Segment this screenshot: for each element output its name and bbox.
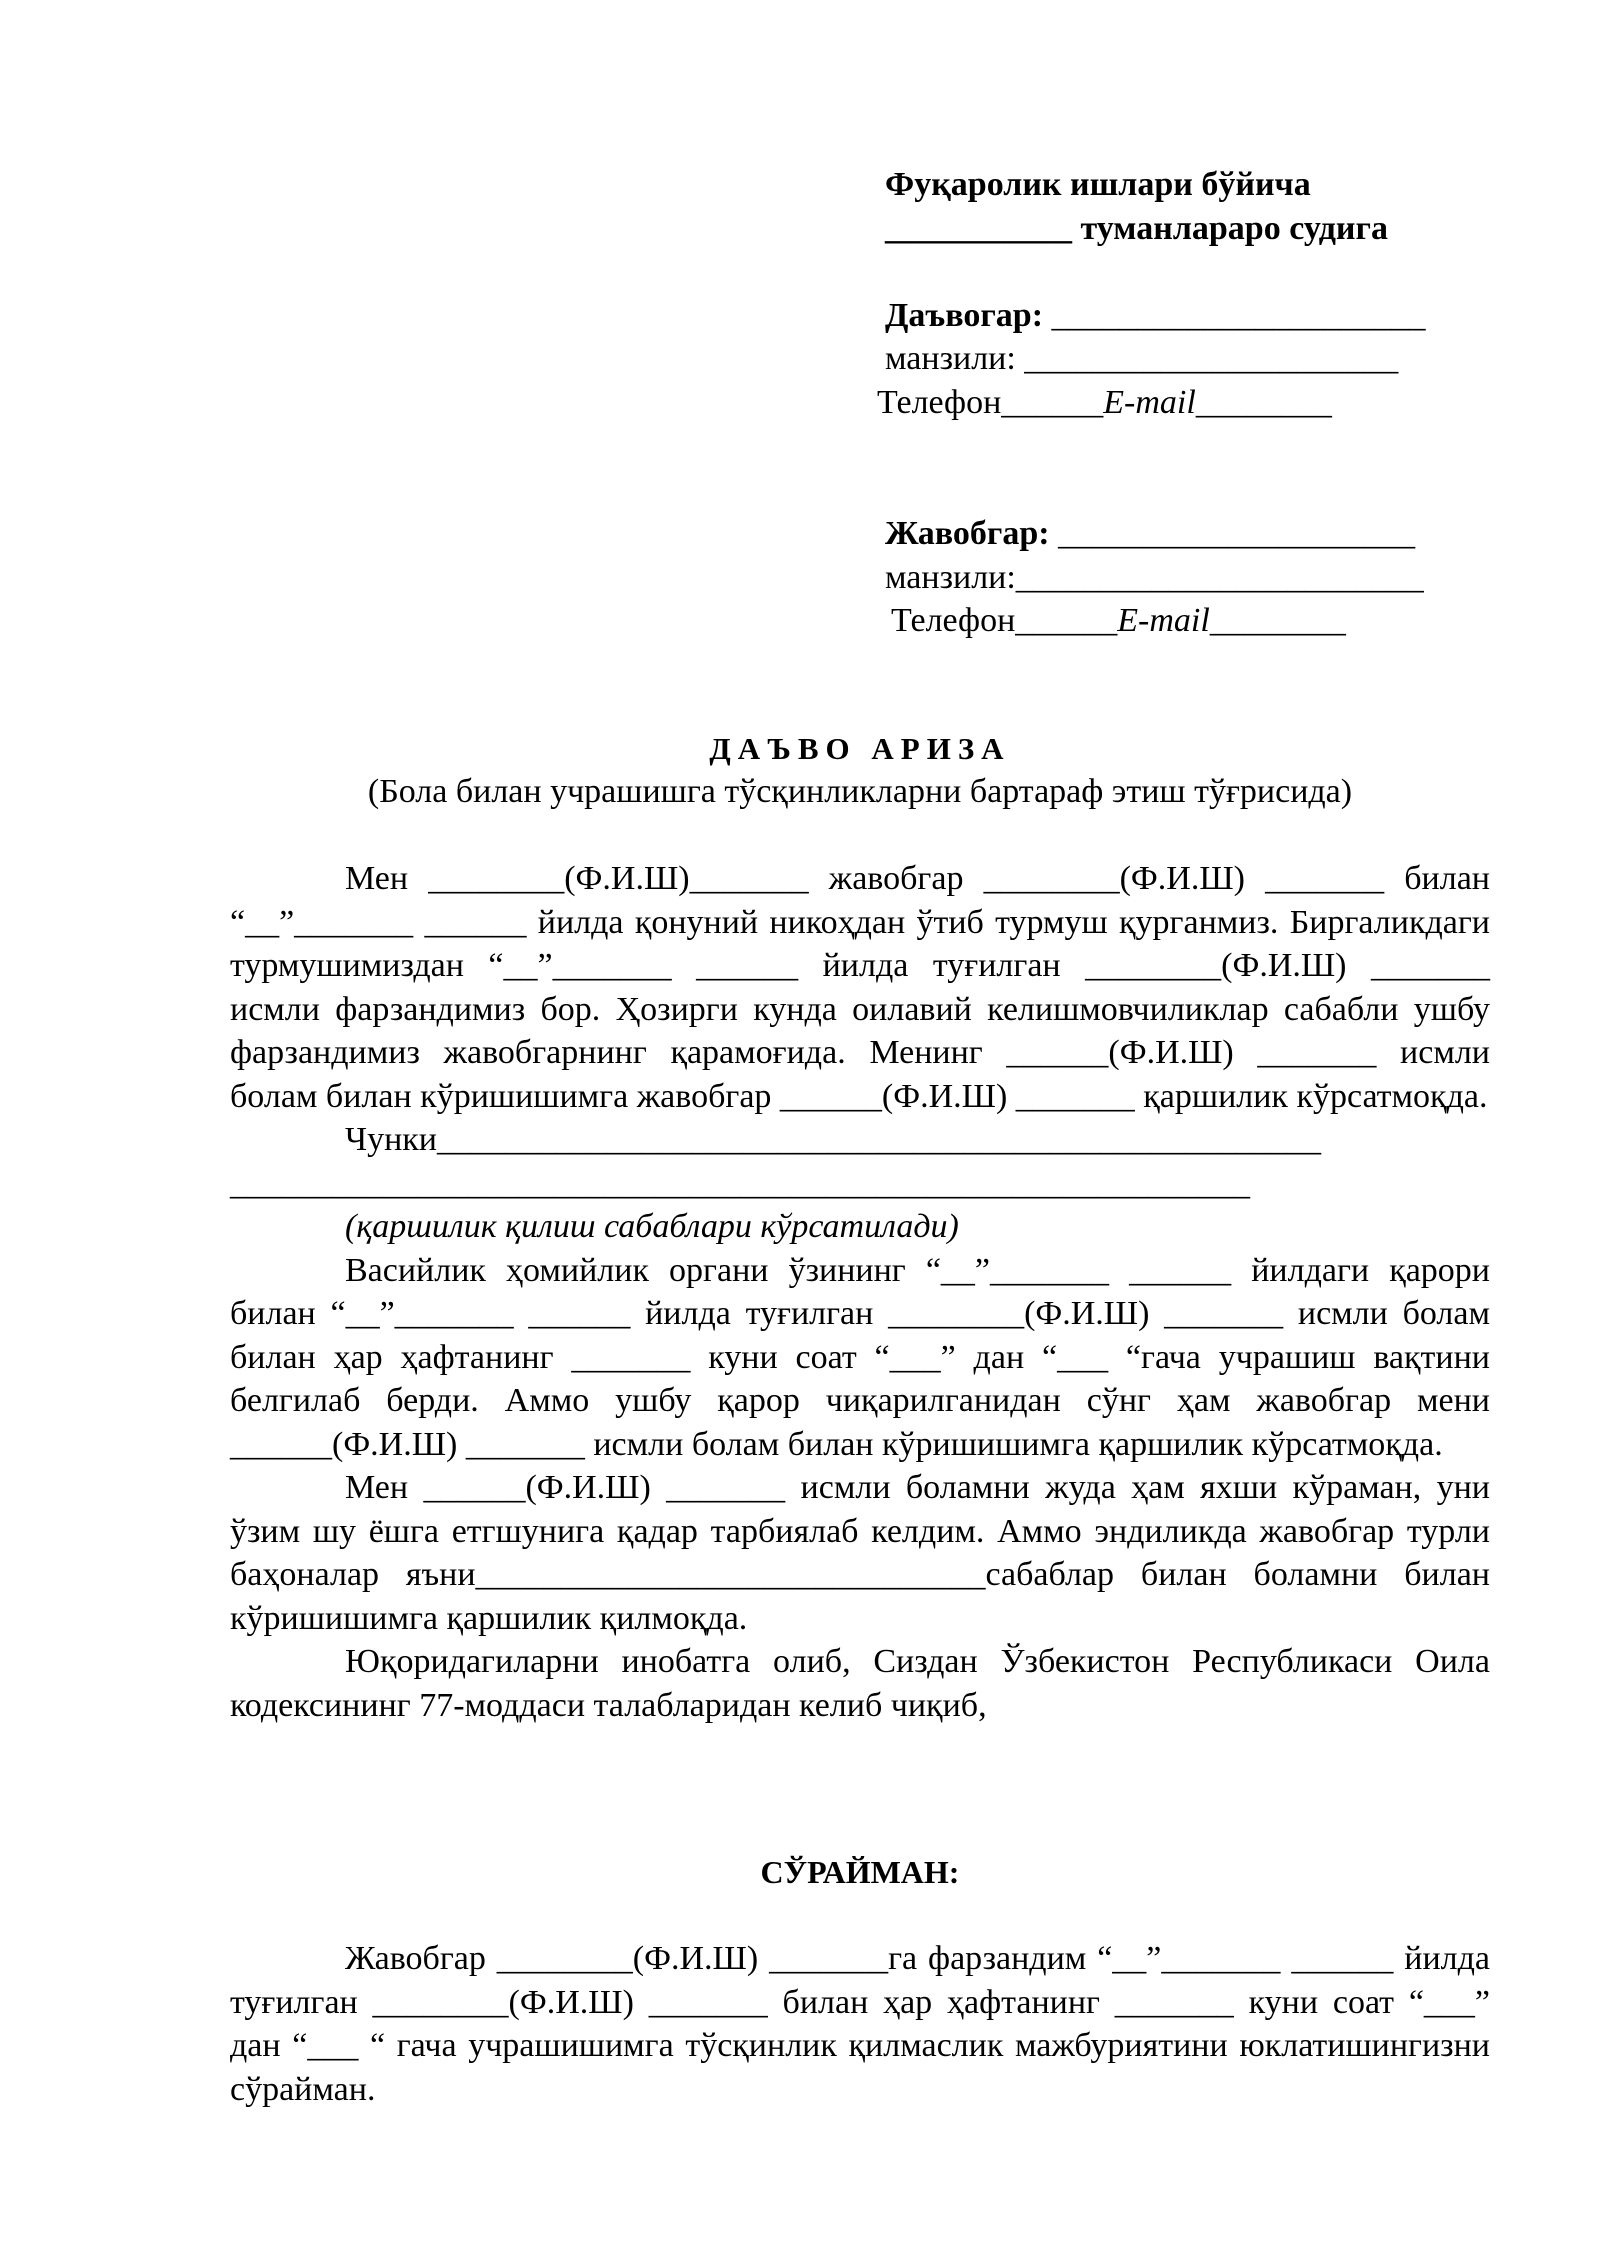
plaintiff-line [885, 294, 1505, 338]
because-note: (қаршилик қилиш сабаблари кўрсатилади) [345, 1208, 959, 1245]
plaintiff-email-blank: ________ [1195, 383, 1332, 421]
court-line-1: Фуқаролик ишлари бўйича [885, 166, 1311, 203]
document-title: ДАЪВО АРИЗА [709, 731, 1011, 766]
paragraph-marriage: Мен ________(Ф.И.Ш)_______ жавобгар ________(Ф.И.Ш) _______ билан “__”_______ ______ йилда қонуний никоҳдан ўтиб турмуш қурганмиз. Биргаликдаги турмушимиздан “__”_______ ______ йилда туғилган ________(Ф.И.Ш) _______ исмли фарзандимиз бор. Ҳозирги кунда оилавий келишмовчиликлар сабабли ушбу фарзандимиз жавобгарнинг қарамоғида. Менинг ______(Ф.И.Ш) _______ исмли болам билан кўришишимга жавобгар ______(Ф.И.Ш) _______ қаршилик кўрсатмоқда. [230, 860, 1490, 1115]
plaintiff-contact [877, 381, 1505, 425]
defendant-phone: Телефон______ [891, 602, 1118, 639]
because-line-2: ____________________________________________________________ [230, 1164, 1250, 1202]
defendant-address: манзили:________________________ [885, 558, 1424, 596]
request-heading: СЎРАЙМАН: [760, 1854, 960, 1890]
plaintiff-address: манзили: ______________________ [885, 340, 1399, 377]
claim-body [230, 857, 1490, 1727]
document-subtitle: (Бола билан учрашишга тўсқинликларни бартараф этиш тўғрисида) [367, 773, 1353, 810]
plaintiff-phone: Телефон______ [877, 383, 1104, 421]
header-parties [877, 163, 1505, 643]
paragraph-guardianship: Васийлик ҳомийлик органи ўзининг “__”_______ ______ йилдаги қарори билан “__”_______ ______ йилда туғилган ________(Ф.И.Ш) _______ исмли болам билан ҳар ҳафтанинг _______ куни соат “___” дан “___ “гача учрашиш вақтини белгилаб берди. Аммо ушбу қарор чиқарилганидан сўнг ҳам жавобгар мени ______(Ф.И.Ш) _______ исмли болам билан кўришишимга қаршилик кўрсатмоқда. [230, 1251, 1490, 1463]
defendant-email-label: E-mail [1117, 602, 1210, 639]
defendant-email-blank: ________ [1209, 602, 1346, 639]
paragraph-upbringing: Мен ______(Ф.И.Ш) _______ исмли боламни жуда ҳам яхши кўраман, уни ўзим шу ёшга етгшунига қадар тарбиялаб келдим. Аммо эндиликда жавобгар турли баҳоналар яъни______________________________сабаблар билан боламни билан кўришишимга қаршилик қилмоқда. [230, 1469, 1490, 1637]
defendant-label: Жавобгар: [885, 515, 1050, 552]
plaintiff-email-label: E-mail [1103, 383, 1196, 421]
court-line-2: ___________ туманлараро судига [885, 209, 1388, 247]
plaintiff-label: Даъвогар: [885, 296, 1044, 334]
paragraph-basis: Юқоридагиларни инобатга олиб, Сиздан Ўзбекистон Республикаси Оила кодексининг 77-моддаси талабларидан келиб чиқиб, [230, 1643, 1490, 1724]
defendant-name-blank: _____________________ [1049, 515, 1416, 552]
request-section [230, 1937, 1490, 2111]
defendant-contact [891, 599, 1505, 643]
request-text: Жавобгар ________(Ф.И.Ш) _______га фарзандим “__”_______ ______ йилда туғилган ________(Ф.И.Ш) _______ билан ҳар ҳафтанинг _______ куни соат “___” дан “___ “ гача учрашишимга тўсқинлик қилмаслик мажбуриятини юклатишингизни сўрайман. [230, 1940, 1490, 2108]
plaintiff-name-blank: ______________________ [1043, 296, 1426, 334]
because-line-1: Чунки____________________________________________________ [345, 1121, 1322, 1158]
defendant-line [885, 512, 1505, 556]
